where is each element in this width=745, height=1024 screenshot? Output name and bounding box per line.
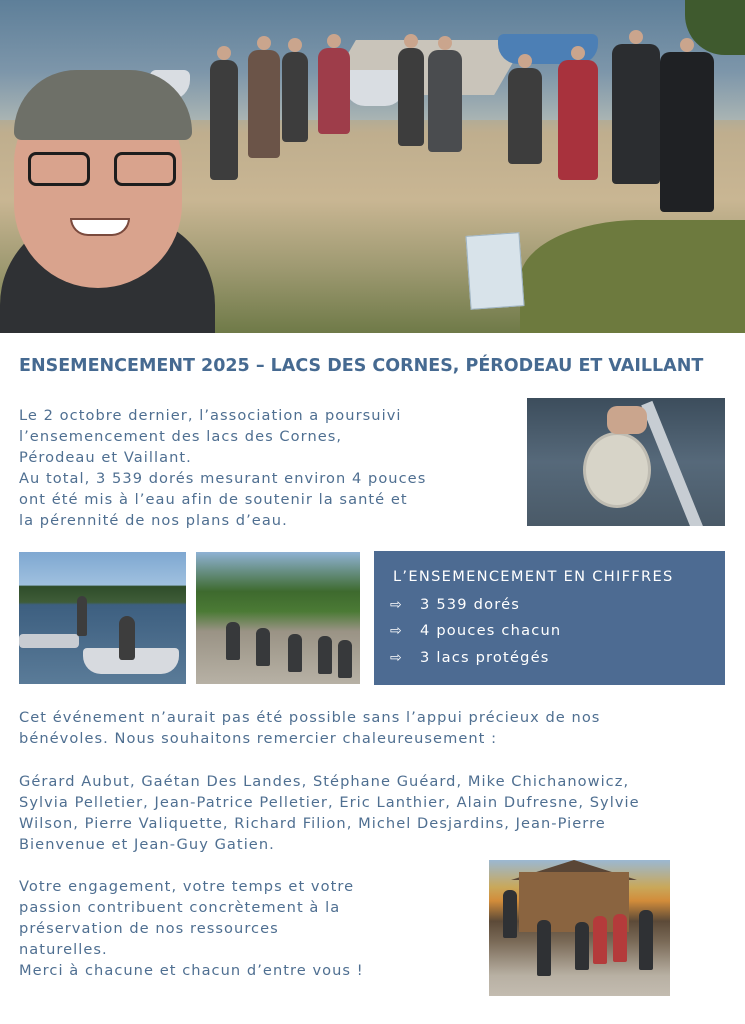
thanks-line: Cet événement n’aurait pas été possible sans l’appui précieux de nos	[19, 709, 601, 726]
closing-line: naturelles.	[19, 941, 108, 958]
closing-line: préservation de nos ressources	[19, 920, 279, 937]
stat-text: 4 pouces chacun	[420, 622, 562, 639]
intro-paragraph	[19, 405, 489, 531]
intro-line: la pérennité de nos plans d’eau.	[19, 512, 288, 529]
glasses	[28, 152, 178, 186]
volunteers-at-cabin-photo	[489, 860, 670, 996]
volunteer	[282, 52, 308, 142]
intro-line: Pérodeau et Vaillant.	[19, 449, 192, 466]
boats-on-lake-photo	[19, 552, 186, 684]
names-line: Wilson, Pierre Valiquette, Richard Filion, Michel Desjardins, Jean-Pierre	[19, 815, 606, 832]
cooler-box	[465, 232, 524, 310]
stat-item	[390, 596, 520, 613]
camo-cap	[14, 70, 192, 140]
names-line: Gérard Aubut, Gaétan Des Landes, Stéphane Guéard, Mike Chichanowicz,	[19, 773, 630, 790]
intro-line: Au total, 3 539 dorés mesurant environ 4 pouces	[19, 470, 427, 487]
volunteer	[248, 50, 280, 158]
thanks-line: bénévoles. Nous souhaitons remercier chaleureusement :	[19, 730, 498, 747]
volunteer	[398, 48, 424, 146]
intro-line: Le 2 octobre dernier, l’association a poursuivi	[19, 407, 402, 424]
closing-line: Votre engagement, votre temps et votre	[19, 878, 355, 895]
volunteers-at-dock-photo	[196, 552, 360, 684]
closing-line: passion contribuent concrètement à la	[19, 899, 341, 916]
stat-item	[390, 622, 561, 639]
volunteer	[660, 52, 714, 212]
arrow-right-icon: ⇨	[390, 650, 403, 666]
closing-line: Merci à chacune et chacun d’entre vous !	[19, 962, 364, 979]
stat-text: 3 539 dorés	[420, 596, 521, 613]
stat-text: 3 lacs protégés	[420, 649, 550, 666]
grass	[520, 220, 745, 333]
stats-box	[374, 551, 725, 685]
intro-line: ont été mis à l’eau afin de soutenir la santé et	[19, 491, 408, 508]
stat-item	[390, 649, 550, 666]
volunteer	[558, 60, 598, 180]
boat	[345, 70, 405, 106]
hero-group-photo	[0, 0, 745, 333]
thanks-paragraph	[19, 707, 719, 749]
volunteer	[318, 48, 350, 134]
volunteer	[210, 60, 238, 180]
volunteer	[612, 44, 660, 184]
volunteer-names	[19, 771, 731, 855]
stats-heading: L’ENSEMENCEMENT EN CHIFFRES	[393, 568, 674, 585]
closing-paragraph	[19, 876, 479, 981]
smile	[70, 218, 130, 236]
fish-release-photo	[527, 398, 725, 526]
volunteer	[428, 50, 462, 152]
article-title: ENSEMENCEMENT 2025 – LACS DES CORNES, PÉRODEAU ET VAILLANT	[19, 356, 704, 376]
arrow-right-icon: ⇨	[390, 597, 403, 613]
volunteer	[508, 68, 542, 164]
intro-line: l’ensemencement des lacs des Cornes,	[19, 428, 343, 445]
names-line: Bienvenue et Jean-Guy Gatien.	[19, 836, 275, 853]
names-line: Sylvia Pelletier, Jean-Patrice Pelletier, Eric Lanthier, Alain Dufresne, Sylvie	[19, 794, 640, 811]
arrow-right-icon: ⇨	[390, 623, 403, 639]
